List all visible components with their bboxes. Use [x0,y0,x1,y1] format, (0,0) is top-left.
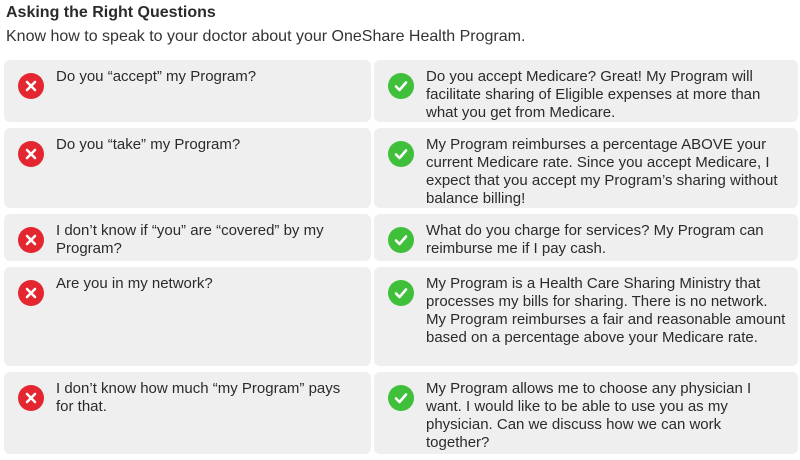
page-subtitle: Know how to speak to your doctor about your OneShare Health Program. [6,28,526,45]
right-answer-cell [374,128,798,208]
right-answer-text: Do you accept Medicare? Great! My Program will facilitate sharing of Eligible expenses at more than what you get from Medicare. [426,68,761,121]
right-answer-cell [374,214,798,261]
right-answer-text: My Program allows me to choose any physician I want. I would like to be able to use you as my physician. Can we discuss how we can work together? [426,380,752,451]
qa-table [4,60,798,460]
check-circle-icon [388,385,414,411]
x-circle-icon [18,385,44,411]
check-circle-icon [388,141,414,167]
qa-row [4,60,798,122]
wrong-question-cell [4,267,371,366]
x-circle-icon [18,280,44,306]
wrong-question-text: I don’t know if “you” are “covered” by my Program? [56,222,324,257]
right-answer-cell [374,60,798,122]
x-circle-icon [18,141,44,167]
wrong-question-cell [4,372,371,454]
check-circle-icon [388,227,414,253]
check-circle-icon [388,73,414,99]
wrong-question-cell [4,128,371,208]
qa-row [4,267,798,366]
right-answer-cell [374,267,798,366]
right-answer-text: My Program reimburses a percentage ABOVE your current Medicare rate. Since you accept Medicare, I expect that you accept my Program’s sharing without balance billing! [426,136,778,207]
x-circle-icon [18,73,44,99]
wrong-question-cell [4,60,371,122]
wrong-question-text: Do you “accept” my Program? [56,68,257,85]
wrong-question-text: Do you “take” my Program? [56,136,241,153]
wrong-question-text: I don’t know how much “my Program” pays for that. [56,380,341,415]
qa-row [4,372,798,454]
wrong-question-cell [4,214,371,261]
x-circle-icon [18,227,44,253]
right-answer-text: My Program is a Health Care Sharing Ministry that processes my bills for sharing. There is no network. My Program reimburses a fair and reasonable amount based on a percentage above your Medicare rate. [426,275,786,346]
qa-row [4,128,798,208]
right-answer-text: What do you charge for services? My Program can reimburse me if I pay cash. [426,222,764,257]
check-circle-icon [388,280,414,306]
wrong-question-text: Are you in my network? [56,275,213,292]
right-answer-cell [374,372,798,454]
page-title: Asking the Right Questions [6,4,216,21]
qa-row [4,214,798,261]
